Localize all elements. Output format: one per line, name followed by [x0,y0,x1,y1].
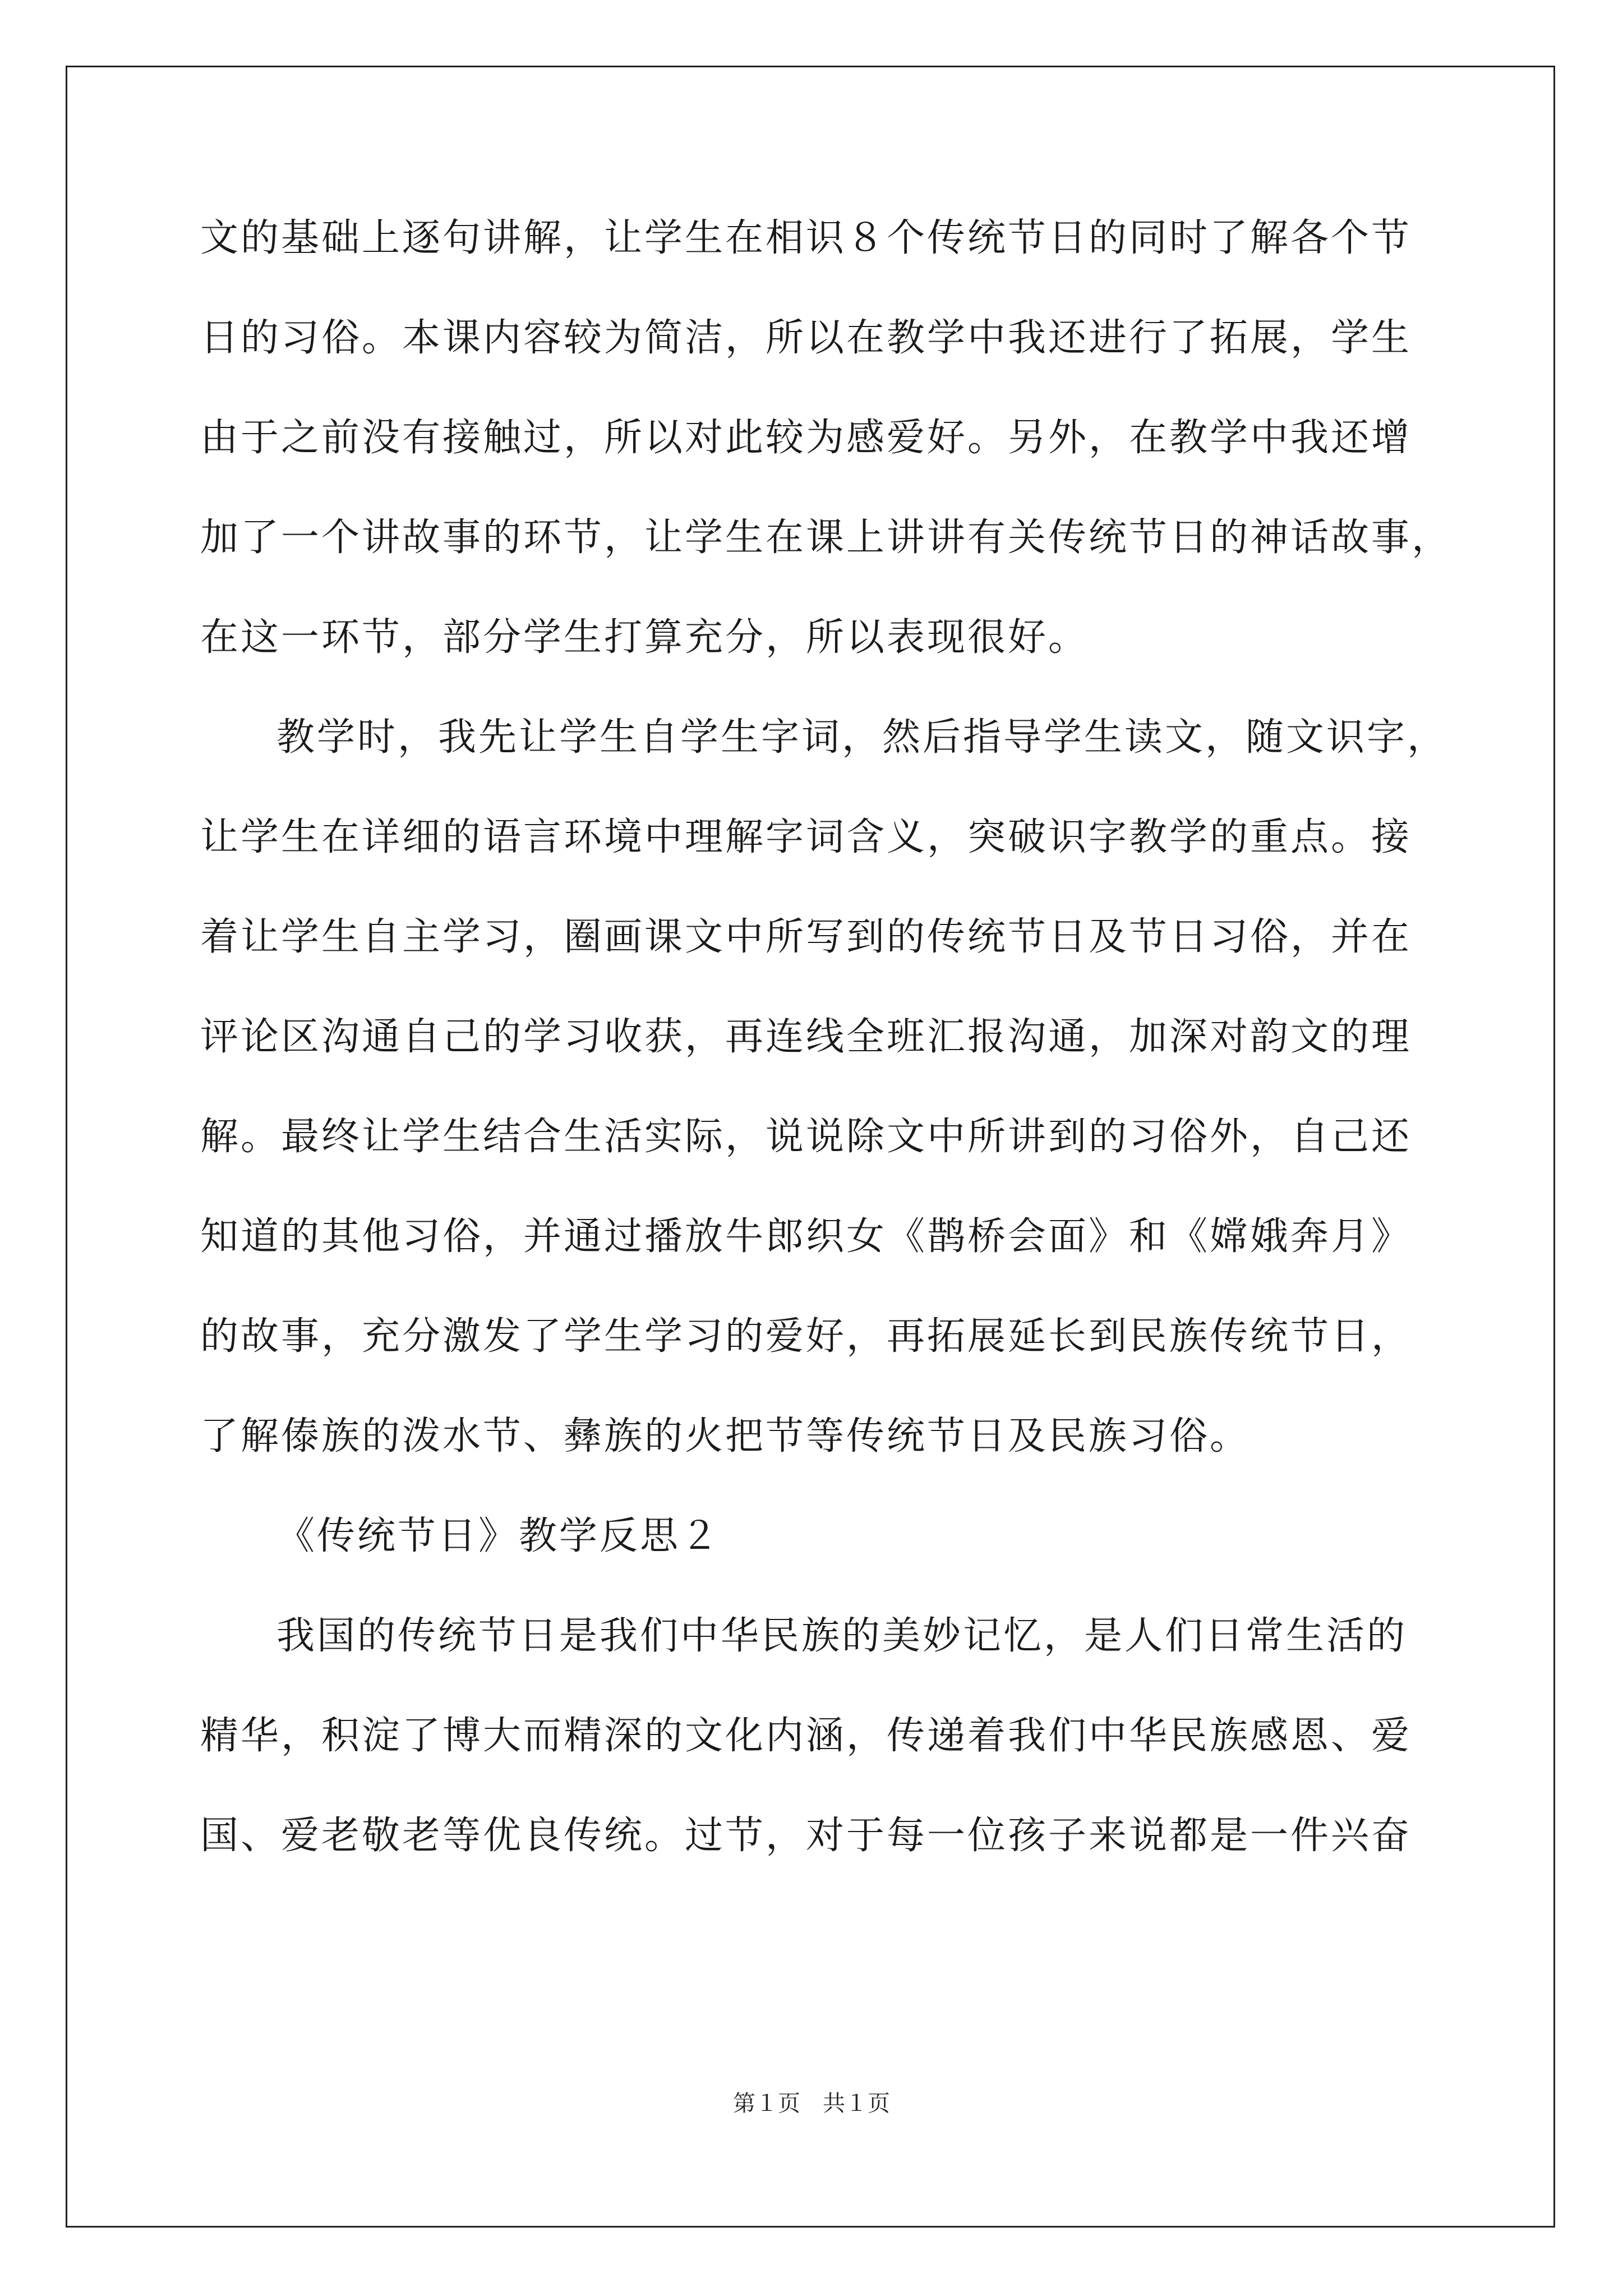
paragraph-first-line: 我国的传统节日是我们中华民族的美妙记忆，是人们日常生活的 [276,1614,1408,1658]
text-line: 的故事，充分激发了学生学习的爱好，再拓展延长到民族传统节日， [200,1314,1412,1359]
text-line: 国、爱老敬老等优良传统。过节，对于每一位孩子来说都是一件兴奋 [200,1814,1412,1858]
text-line: 评论区沟通自己的学习收获，再连线全班汇报沟通，加深对韵文的理 [200,1015,1412,1059]
paragraph-first-line: 教学时，我先让学生自学生字词，然后指导学生读文，随文识字， [276,715,1448,760]
text-line: 了解傣族的泼水节、彝族的火把节等传统节日及民族习俗。 [200,1414,1251,1458]
text-line: 由于之前没有接触过，所以对此较为感爱好。另外，在教学中我还增 [200,416,1412,460]
section-heading: 《传统节日》教学反思２ [276,1514,721,1558]
text-line: 日的习俗。本课内容较为简洁，所以在教学中我还进行了拓展，学生 [200,316,1412,360]
text-line: 让学生在详细的语言环境中理解字词含义，突破识字教学的重点。接 [200,815,1412,859]
text-line: 精华，积淀了博大而精深的文化内涵，传递着我们中华民族感恩、爱 [200,1714,1412,1758]
page-footer: 第１页 共１页 [733,2091,890,2116]
text-line: 知道的其他习俗，并通过播放牛郎织女《鹊桥会面》和《嫦娥奔月》 [200,1214,1412,1259]
text-line: 解。最终让学生结合生活实际，说说除文中所讲到的习俗外，自己还 [200,1115,1412,1159]
text-line: 在这一环节，部分学生打算充分，所以表现很好。 [200,615,1089,660]
text-line: 加了一个讲故事的环节，让学生在课上讲讲有关传统节日的神话故事， [200,516,1453,560]
text-line: 文的基础上逐句讲解，让学生在相识８个传统节日的同时了解各个节 [200,216,1412,260]
text-line: 着让学生自主学习，圈画课文中所写到的传统节日及节日习俗，并在 [200,915,1412,959]
